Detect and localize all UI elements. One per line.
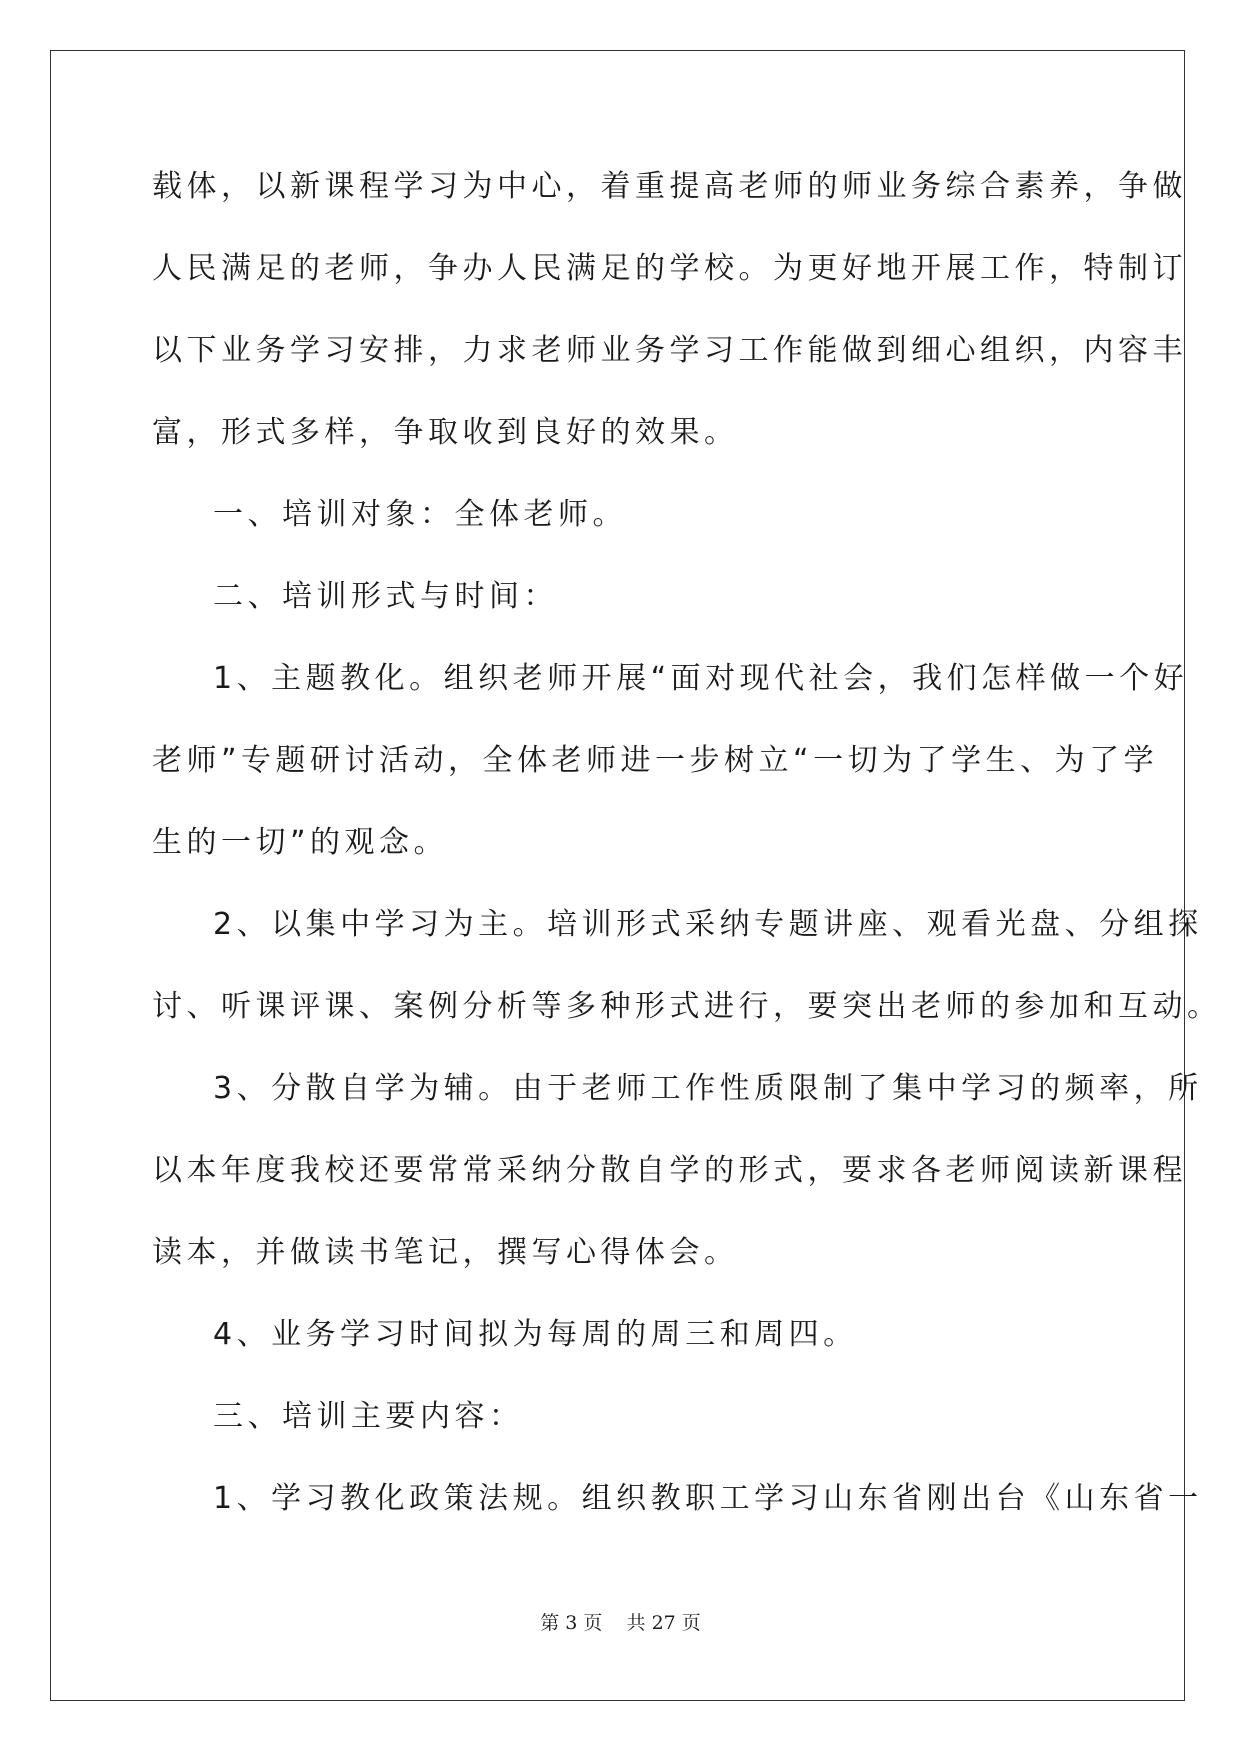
text-line-2: 人民满足的老师，争办人民满足的学校。为更好地开展工作，特制订 xyxy=(152,251,1187,286)
section-heading-training-content: 三、培训主要内容： xyxy=(213,1399,524,1434)
page-number-label: 第 3 页 共 27 页 xyxy=(540,1612,701,1634)
text-line-17: 1、学习教化政策法规。组织教职工学习山东省刚出台《山东省一 xyxy=(213,1481,1203,1516)
text-line-10: 2、以集中学习为主。培训形式采纳专题讲座、观看光盘、分组探 xyxy=(213,907,1203,942)
text-line-11: 讨、听课评课、案例分析等多种形式进行，要突出老师的参加和互动。 xyxy=(152,989,1222,1024)
text-line-4: 富，形式多样，争取收到良好的效果。 xyxy=(152,415,739,450)
text-line-13: 以本年度我校还要常常采纳分散自学的形式，要求各老师阅读新课程 xyxy=(152,1153,1187,1188)
text-line-7: 1、主题教化。组织老师开展“面对现代社会，我们怎样做一个好 xyxy=(213,661,1189,696)
text-line-12: 3、分散自学为辅。由于老师工作性质限制了集中学习的频率，所 xyxy=(213,1071,1203,1106)
section-heading-training-target: 一、培训对象：全体老师。 xyxy=(213,497,627,532)
text-line-8: 老师”专题研讨活动，全体老师进一步树立“一切为了学生、为了学 xyxy=(152,743,1159,778)
page-footer xyxy=(0,1608,1241,1635)
text-line-3: 以下业务学习安排，力求老师业务学习工作能做到细心组织，内容丰 xyxy=(152,333,1187,368)
section-heading-training-format: 二、培训形式与时间： xyxy=(213,579,558,614)
document-body xyxy=(152,164,1222,1558)
text-line-14: 读本，并做读书笔记，撰写心得体会。 xyxy=(152,1235,739,1270)
text-line-15: 4、业务学习时间拟为每周的周三和周四。 xyxy=(213,1317,858,1352)
text-line-1: 载体，以新课程学习为中心，着重提高老师的师业务综合素养，争做 xyxy=(152,169,1187,204)
text-line-9: 生的一切”的观念。 xyxy=(152,825,449,860)
